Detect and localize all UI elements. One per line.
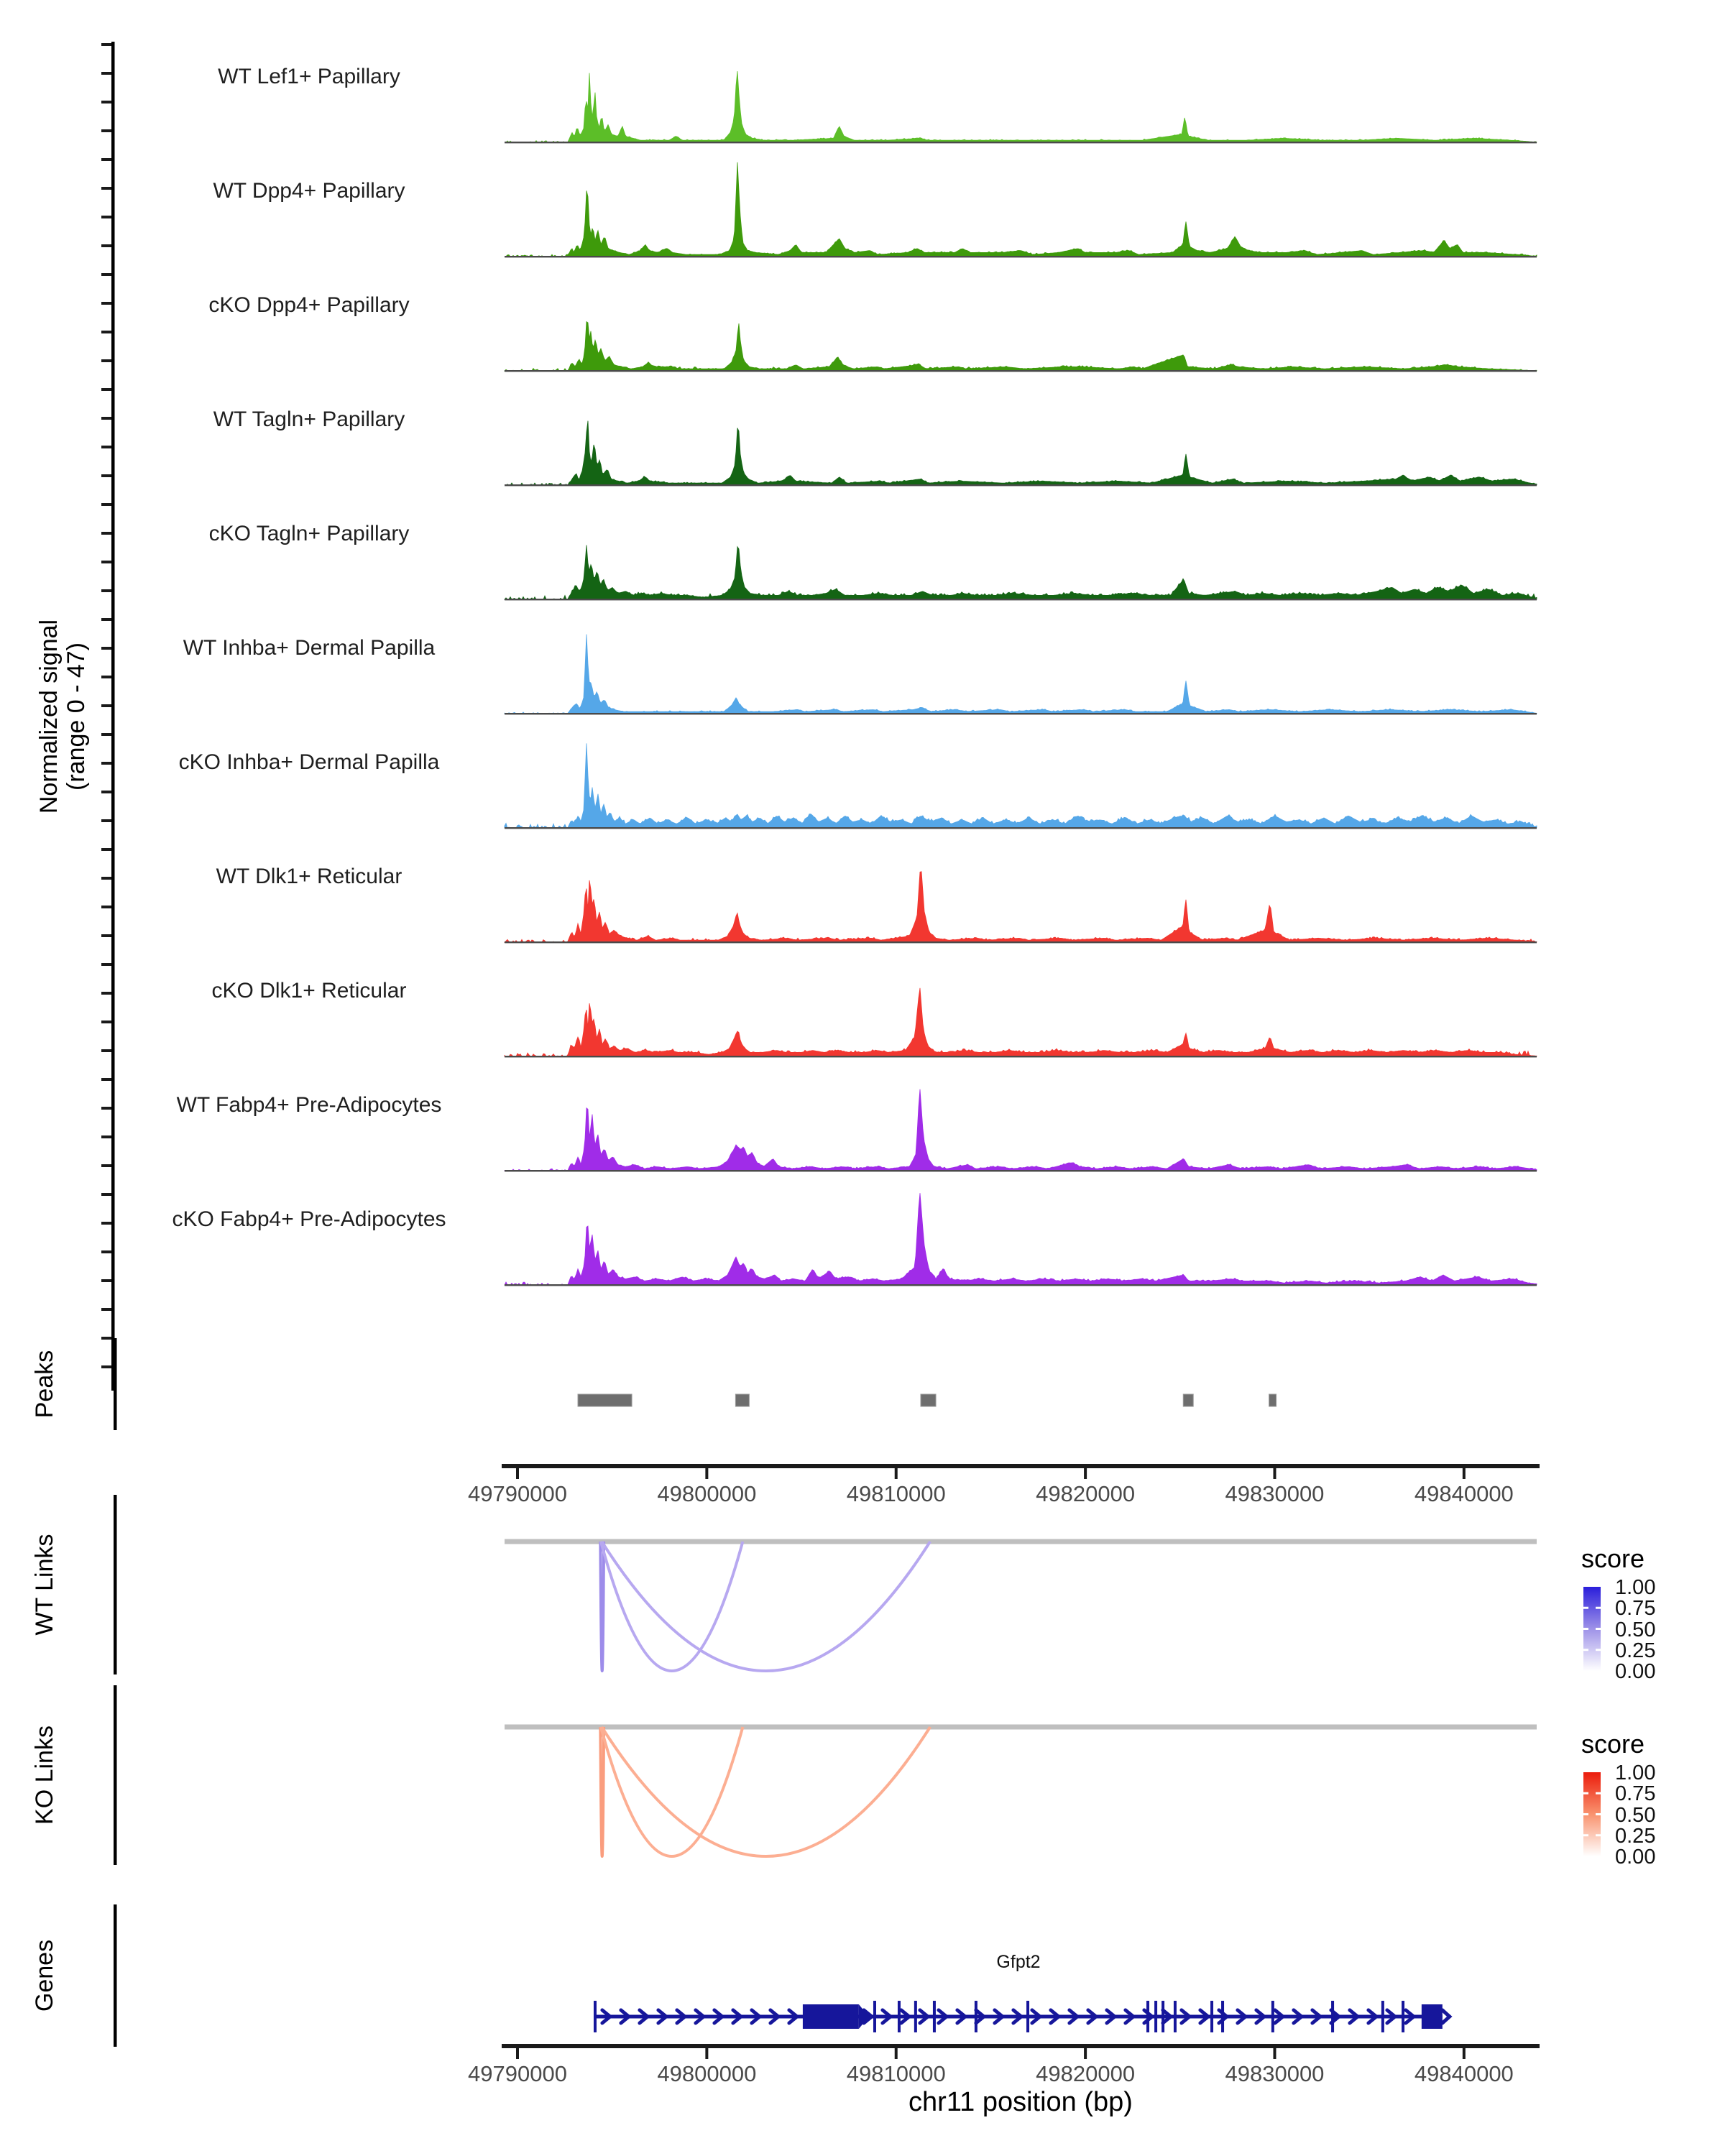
track-label-7: cKO Inhba+ Dermal Papilla [178,750,440,774]
top-axis-tick-label: 49810000 [846,1481,946,1506]
coverage-baseline [505,484,1537,486]
top-axis-tick-label: 49800000 [657,1481,757,1506]
peaks-axis-line [114,1338,117,1430]
coverage-baseline [505,256,1537,257]
exon-tick [594,2001,597,2032]
ko-colorbar-tick [1583,1813,1588,1815]
top-axis-tick [1273,1468,1276,1479]
y-axis-tick [101,992,111,995]
ko-colorbar-tick [1583,1834,1588,1836]
wt-legend-tick-label: 0.50 [1615,1618,1656,1641]
coverage-track-1 [505,71,1537,142]
ko-legend-tick-label: 0.00 [1615,1846,1656,1869]
y-axis-tick [101,158,111,161]
bottom-axis-tick [705,2048,708,2059]
bottom-axis-tick-label: 49840000 [1414,2061,1514,2086]
y-axis-tick [101,1107,111,1110]
y-axis-tick [101,1021,111,1023]
ko-link-arc [602,1727,930,1856]
gene-name-label: Gfpt2 [996,1952,1041,1972]
top-axis-tick [705,1468,708,1479]
peak-interval [1269,1394,1276,1406]
bottom-axis-line [502,2044,1540,2048]
track-label-8: WT Dlk1+ Reticular [216,865,402,888]
y-axis-tick [101,129,111,132]
coverage-baseline [505,1056,1537,1057]
y-axis-tick [101,676,111,678]
exon-tick [873,2001,876,2032]
bottom-axis-tick-label: 49830000 [1225,2061,1325,2086]
ko-colorbar-tick [1596,1813,1601,1815]
y-axis-tick [101,1365,111,1368]
y-axis-label-line1: Normalized signal [35,619,63,814]
exon-arrow-tip [859,2004,869,2029]
ko-colorbar-tick [1596,1834,1601,1836]
coverage-baseline [505,1284,1537,1286]
y-axis-tick [101,819,111,822]
ko-legend-tick-label: 0.50 [1615,1803,1656,1827]
ko-link-arc [601,1727,743,1856]
gene-end-arrow [1443,2010,1450,2023]
y-axis-tick [101,503,111,506]
exon-tick [914,2001,917,2032]
wt-score-legend-title: score [1581,1544,1645,1573]
top-axis-tick [1463,1468,1466,1479]
peak-interval [921,1394,936,1406]
track-label-3: cKO Dpp4+ Papillary [208,293,410,317]
exon-tick [1162,2001,1164,2032]
y-axis-tick [101,359,111,362]
exon-tick [1146,2001,1149,2032]
top-axis-tick-label: 49830000 [1225,1481,1325,1506]
y-axis-tick [101,1135,111,1138]
exon-tick [1381,2001,1384,2032]
peak-interval [578,1394,632,1406]
y-axis-tick [101,1222,111,1225]
y-axis-tick [101,43,111,46]
y-axis-tick [101,244,111,247]
track-label-6: WT Inhba+ Dermal Papilla [183,636,436,660]
y-axis-tick [101,589,111,592]
y-axis-tick [101,1049,111,1052]
y-axis-tick [101,647,111,650]
y-axis-tick [101,791,111,793]
wt-legend-tick-label: 0.00 [1615,1660,1656,1683]
coverage-track-3 [505,322,1537,371]
coverage-baseline [505,142,1537,143]
y-axis-tick [101,216,111,218]
y-axis-label [35,465,90,968]
y-axis-tick [101,877,111,880]
top-axis-line [502,1464,1540,1468]
peaks-section-label: Peaks [31,1350,58,1419]
wt-colorbar-tick [1596,1607,1601,1609]
exon-tick [1210,2001,1213,2032]
y-axis-tick [101,963,111,966]
top-axis-tick [516,1468,519,1479]
y-axis-tick [101,1337,111,1340]
bottom-axis-tick-label: 49790000 [468,2061,567,2086]
wt-link-arc [601,1542,743,1671]
ko-links-axis-line [114,1685,117,1865]
ko-colorbar-tick [1583,1792,1588,1795]
exon-tick [1271,2001,1274,2032]
ko-links-section-label: KO Links [31,1726,58,1825]
coverage-track-5 [505,545,1537,600]
bottom-axis-tick [516,2048,519,2059]
y-axis-tick [101,704,111,707]
top-axis-tick [895,1468,898,1479]
y-axis-tick [101,762,111,765]
track-label-4: WT Tagln+ Papillary [213,407,405,431]
exon-tick [1331,2001,1334,2032]
ko-score-legend-title: score [1581,1729,1645,1759]
coverage-track-6 [505,635,1537,714]
track-label-2: WT Dpp4+ Papillary [213,179,405,203]
wt-colorbar-tick [1583,1649,1588,1651]
genes-axis-line [114,1904,117,2047]
bottom-axis-tick-label: 49820000 [1036,2061,1136,2086]
wt-links-section-label: WT Links [31,1534,58,1636]
exon-tick [1154,2001,1157,2032]
exon-tick [933,2001,936,2032]
track-label-10: WT Fabp4+ Pre-Adipocytes [176,1093,442,1117]
track-label-5: cKO Tagln+ Papillary [208,522,410,545]
y-axis-tick [101,273,111,276]
ko-link-arc [600,1727,604,1856]
coverage-track-9 [505,988,1537,1056]
y-axis-tick [101,618,111,621]
y-axis-tick [101,388,111,391]
bottom-axis-tick-label: 49800000 [657,2061,757,2086]
y-axis-tick [101,331,111,333]
exon-tick [1402,2001,1404,2032]
y-axis-tick [101,1279,111,1282]
bottom-axis-tick-label: 49810000 [846,2061,946,2086]
wt-legend-tick-label: 0.25 [1615,1639,1656,1662]
y-axis-tick [101,1078,111,1081]
y-axis-tick [101,187,111,190]
y-axis-tick [101,1308,111,1311]
coverage-track-11 [505,1193,1537,1285]
y-axis-tick [101,532,111,535]
bottom-axis-tick [1084,2048,1087,2059]
wt-legend-tick-label: 1.00 [1615,1576,1656,1599]
y-axis-tick [101,1164,111,1167]
y-axis-tick [101,561,111,563]
track-label-1: WT Lef1+ Papillary [218,65,400,88]
wt-chromosome-line [505,1539,1537,1544]
wt-colorbar-tick [1583,1607,1588,1609]
coverage-baseline [505,370,1537,372]
exon-tick [1174,2001,1177,2032]
coverage-baseline [505,827,1537,829]
track-label-11: cKO Fabp4+ Pre-Adipocytes [172,1207,446,1231]
y-axis-tick [101,72,111,75]
exon-tick [1026,2001,1029,2032]
ko-chromosome-line [505,1725,1537,1730]
y-axis-tick [101,302,111,305]
y-axis-tick [101,906,111,908]
y-axis-tick [101,934,111,937]
coverage-track-4 [505,421,1537,485]
top-axis-tick-label: 49820000 [1036,1481,1136,1506]
wt-link-arc [600,1542,604,1671]
exon-tick [1221,2001,1224,2032]
coverage-baseline [505,941,1537,943]
exon-box [803,2004,859,2029]
x-axis-title: chr11 position (bp) [908,2087,1133,2117]
peak-interval [735,1394,749,1406]
wt-colorbar-tick [1583,1628,1588,1630]
wt-colorbar-tick [1596,1649,1601,1651]
top-axis-tick-label: 49840000 [1414,1481,1514,1506]
genes-section-label: Genes [31,1939,58,2012]
wt-colorbar-tick [1596,1628,1601,1630]
ko-colorbar-tick [1596,1792,1601,1795]
ko-legend-tick-label: 0.75 [1615,1782,1656,1806]
exon-tick [975,2001,978,2032]
y-axis-label-line2: (range 0 - 47) [63,642,90,791]
exon-tick [898,2001,901,2032]
y-axis-tick [101,474,111,477]
coverage-baseline [505,1170,1537,1171]
y-axis-tick [101,101,111,103]
ko-legend-tick-label: 0.25 [1615,1824,1656,1848]
y-axis-tick [101,446,111,448]
y-axis-tick [101,848,111,851]
coverage-track-7 [505,743,1537,828]
track-label-9: cKO Dlk1+ Reticular [211,979,407,1003]
wt-links-axis-line [114,1495,117,1674]
wt-link-arc [602,1542,930,1671]
bottom-axis-tick [1273,2048,1276,2059]
peak-interval [1183,1394,1193,1406]
bottom-axis-tick [895,2048,898,2059]
coverage-track-10 [505,1089,1537,1171]
top-axis-tick-label: 49790000 [468,1481,567,1506]
ko-legend-tick-label: 1.00 [1615,1761,1656,1784]
top-axis-tick [1084,1468,1087,1479]
coverage-track-8 [505,872,1537,942]
exon-box [1422,2004,1443,2029]
bottom-axis-tick [1463,2048,1466,2059]
y-axis-tick [101,733,111,736]
coverage-baseline [505,713,1537,714]
y-axis-tick [101,1250,111,1253]
y-axis-tick [101,417,111,420]
y-axis-tick [101,1193,111,1196]
coverage-baseline [505,599,1537,600]
coverage-track-2 [505,162,1537,257]
wt-legend-tick-label: 0.75 [1615,1597,1656,1621]
tracks-y-axis-line [111,42,115,1391]
